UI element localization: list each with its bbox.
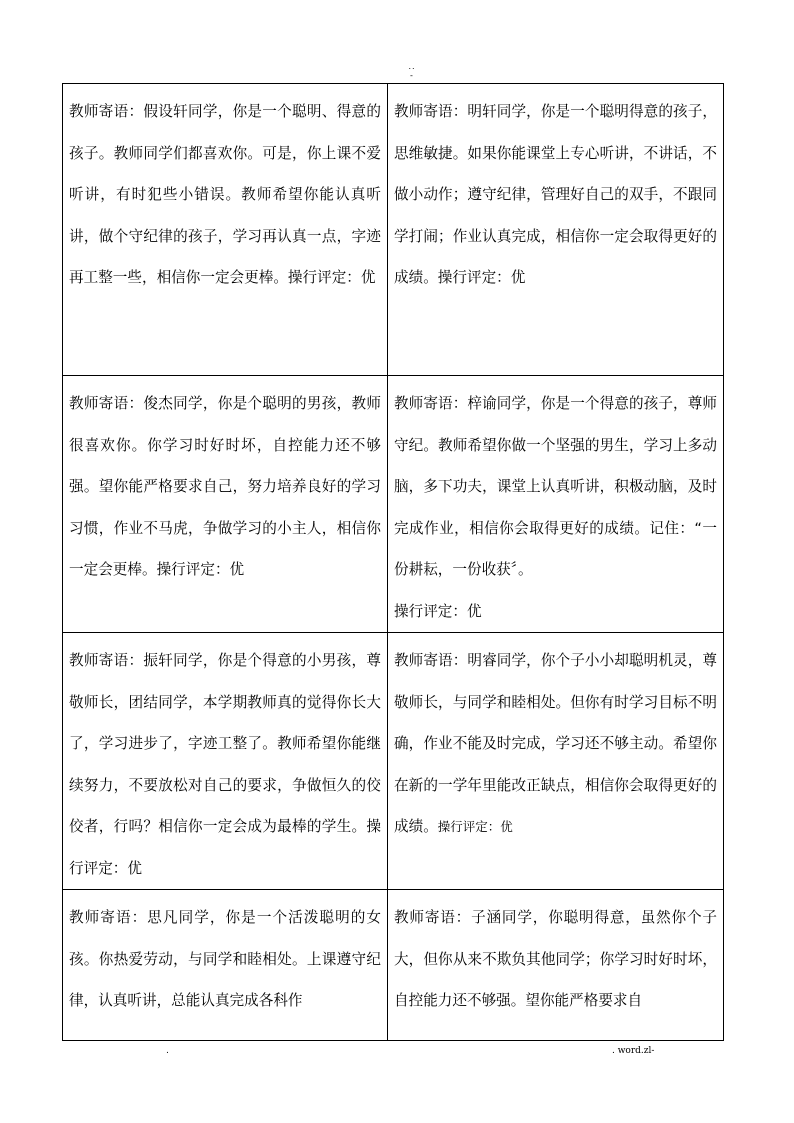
comment-text: 教师寄语：明睿同学，你个子小小却聪明机灵，尊敬师长，与同学和睦相处。但你有时学习目标不明确，作业不能及时完成，学习还不够主动。希望你在新的一学年里能改正缺点，相信你会取得更好的成绩。 bbox=[394, 652, 717, 835]
table-row bbox=[63, 84, 724, 376]
comment-cell-left bbox=[63, 633, 388, 890]
teacher-comments-table bbox=[62, 83, 724, 1041]
conduct-rating: 操行评定：优 bbox=[394, 602, 482, 620]
table-row bbox=[63, 633, 724, 890]
conduct-rating: 操行评定：优 bbox=[437, 819, 513, 834]
header-mark: .. - bbox=[408, 62, 416, 80]
comment-text: 教师寄语：思凡同学，你是一个活泼聪明的女孩。你热爱劳动，与同学和睦相处。上课遵守纪律，认真听讲，总能认真完成各科作 bbox=[69, 909, 381, 1009]
footer-right-text: . word.zl- bbox=[612, 1046, 655, 1056]
comment-text: 教师寄语：子涵同学，你聪明得意，虽然你个子大，但你从来不欺负其他同学；你学习时好时坏，自控能力还不够强。望你能严格要求自 bbox=[394, 909, 717, 1009]
comment-text: 教师寄语：明轩同学，你是一个聪明得意的孩子，思维敏捷。如果你能课堂上专心听讲，不讲话，不做小动作；遵守纪律，管理好自己的双手，不跟同学打闹；作业认真完成，相信你一定会取得更好的成绩。操行评定：优 bbox=[394, 103, 717, 286]
comment-cell-left bbox=[63, 84, 388, 376]
comment-text: 教师寄语：俊杰同学，你是个聪明的男孩，教师很喜欢你。你学习时好时坏，自控能力还不够强。望你能严格要求自己，努力培养良好的学习习惯，作业不马虎，争做学习的小主人，相信你一定会更棒。操行评定：优 bbox=[69, 395, 381, 578]
comment-cell-left bbox=[63, 890, 388, 1041]
comment-cell-right bbox=[388, 633, 724, 890]
comment-text: 教师寄语：梓谕同学，你是一个得意的孩子，尊师守纪。教师希望你做一个坚强的男生，学习上多动脑，多下功夫，课堂上认真听讲，积极动脑，及时完成作业，相信你会取得更好的成绩。记住：“一份耕耘，一份收获〞。 bbox=[394, 395, 717, 578]
comment-cell-right bbox=[388, 376, 724, 633]
comment-cell-left bbox=[63, 376, 388, 633]
table-row bbox=[63, 890, 724, 1041]
table-row bbox=[63, 376, 724, 633]
footer-left-mark: . bbox=[166, 1046, 169, 1056]
comment-cell-right bbox=[388, 890, 724, 1041]
comment-text: 教师寄语：振轩同学，你是个得意的小男孩，尊敬师长，团结同学，本学期教师真的觉得你长大了，学习进步了，字迹工整了。教师希望你能继续努力，不要放松对自己的要求，争做恒久的佼佼者，行吗？相信你一定会成为最棒的学生。操行评定：优 bbox=[69, 652, 381, 877]
comment-text: 教师寄语：假设轩同学，你是一个聪明、得意的孩子。教师同学们都喜欢你。可是，你上课不爱听讲，有时犯些小错误。教师希望你能认真听讲，做个守纪律的孩子，学习再认真一点，字迹再工整一些，相信你一定会更棒。操行评定：优 bbox=[69, 103, 381, 286]
comment-cell-right bbox=[388, 84, 724, 376]
